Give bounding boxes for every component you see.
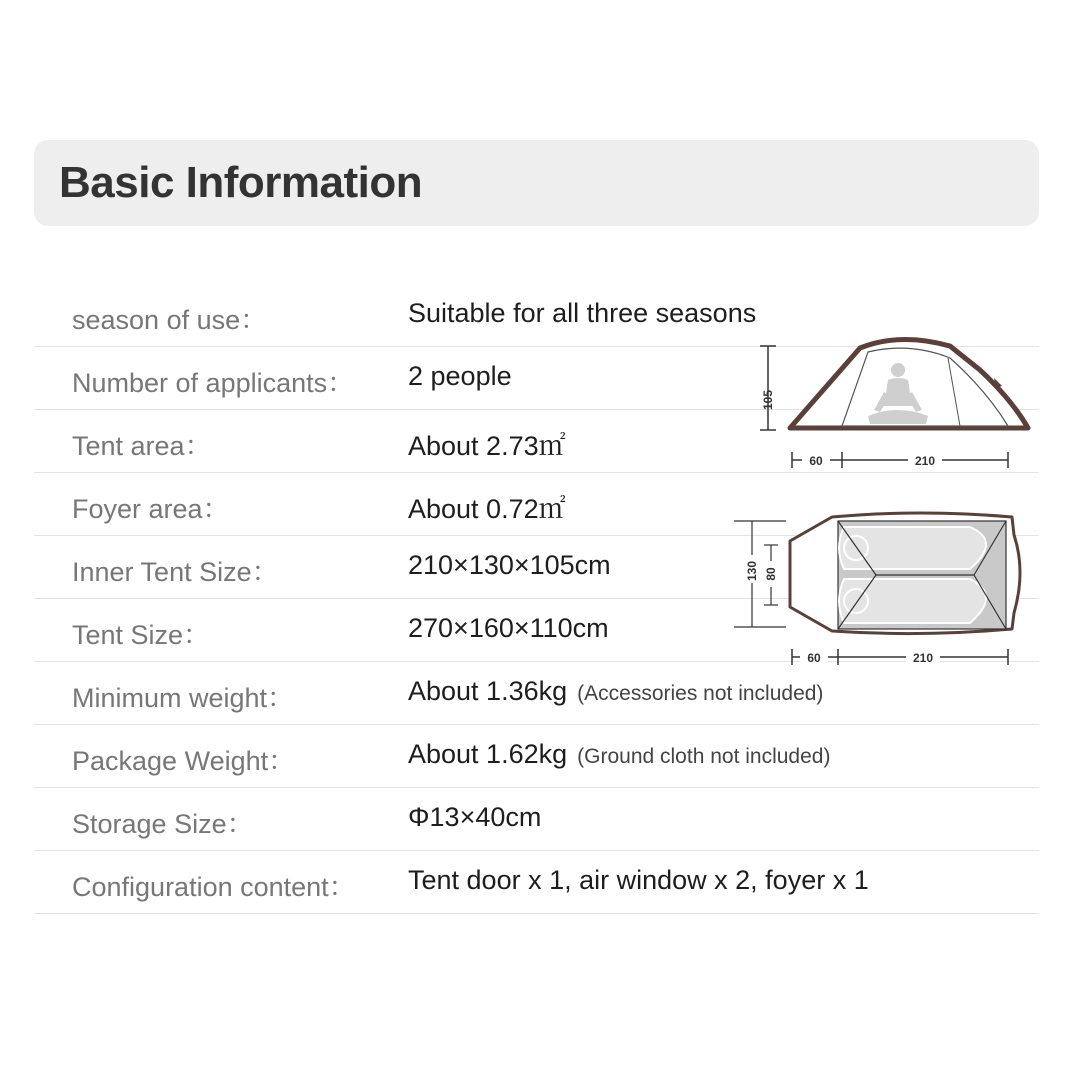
height-label: 105 xyxy=(761,389,775,411)
top-foyer-length-label: 60 xyxy=(807,651,821,665)
spec-label: season of use： xyxy=(72,305,268,335)
spec-label: Number of applicants： xyxy=(72,368,355,398)
spec-label: Tent Size： xyxy=(72,620,211,650)
spec-label: Tent area： xyxy=(72,431,212,461)
spec-value: 2 people xyxy=(408,361,512,391)
spec-note: (Ground cloth not included) xyxy=(577,745,831,768)
spec-note: (Accessories not included) xyxy=(577,682,824,705)
top-inner-length-label: 210 xyxy=(912,651,934,665)
spec-value: Φ13×40cm xyxy=(408,802,542,832)
tent-side-view-diagram xyxy=(750,330,1040,480)
spec-label: Minimum weight： xyxy=(72,683,295,713)
outer-width-label: 130 xyxy=(745,560,759,582)
spec-value: About 2.73㎡ xyxy=(408,431,566,461)
spec-value: Suitable for all three seasons xyxy=(408,298,757,328)
spec-value: Tent door x 1, air window x 2, foyer x 1 xyxy=(408,865,869,895)
spec-row xyxy=(34,725,1039,788)
tent-top-view-diagram xyxy=(730,505,1040,675)
spec-value: About 1.62kg (Ground cloth not included) xyxy=(408,739,831,769)
section-header xyxy=(34,140,1039,226)
spec-label: Package Weight： xyxy=(72,746,296,776)
foyer-length-label: 60 xyxy=(809,454,823,468)
inner-width-label: 80 xyxy=(764,567,778,581)
spec-row xyxy=(34,788,1039,851)
section-title: Basic Information xyxy=(59,158,423,207)
spec-value: 270×160×110cm xyxy=(408,613,609,643)
spec-value: About 1.36kg (Accessories not included) xyxy=(408,676,824,706)
spec-value: 210×130×105cm xyxy=(408,550,611,580)
spec-label: Inner Tent Size： xyxy=(72,557,279,587)
spec-label: Foyer area： xyxy=(72,494,230,524)
spec-row xyxy=(34,851,1039,914)
spec-label: Configuration content： xyxy=(72,872,356,902)
spec-value: About 0.72㎡ xyxy=(408,494,566,524)
inner-length-label: 210 xyxy=(914,454,936,468)
spec-label: Storage Size： xyxy=(72,809,254,839)
